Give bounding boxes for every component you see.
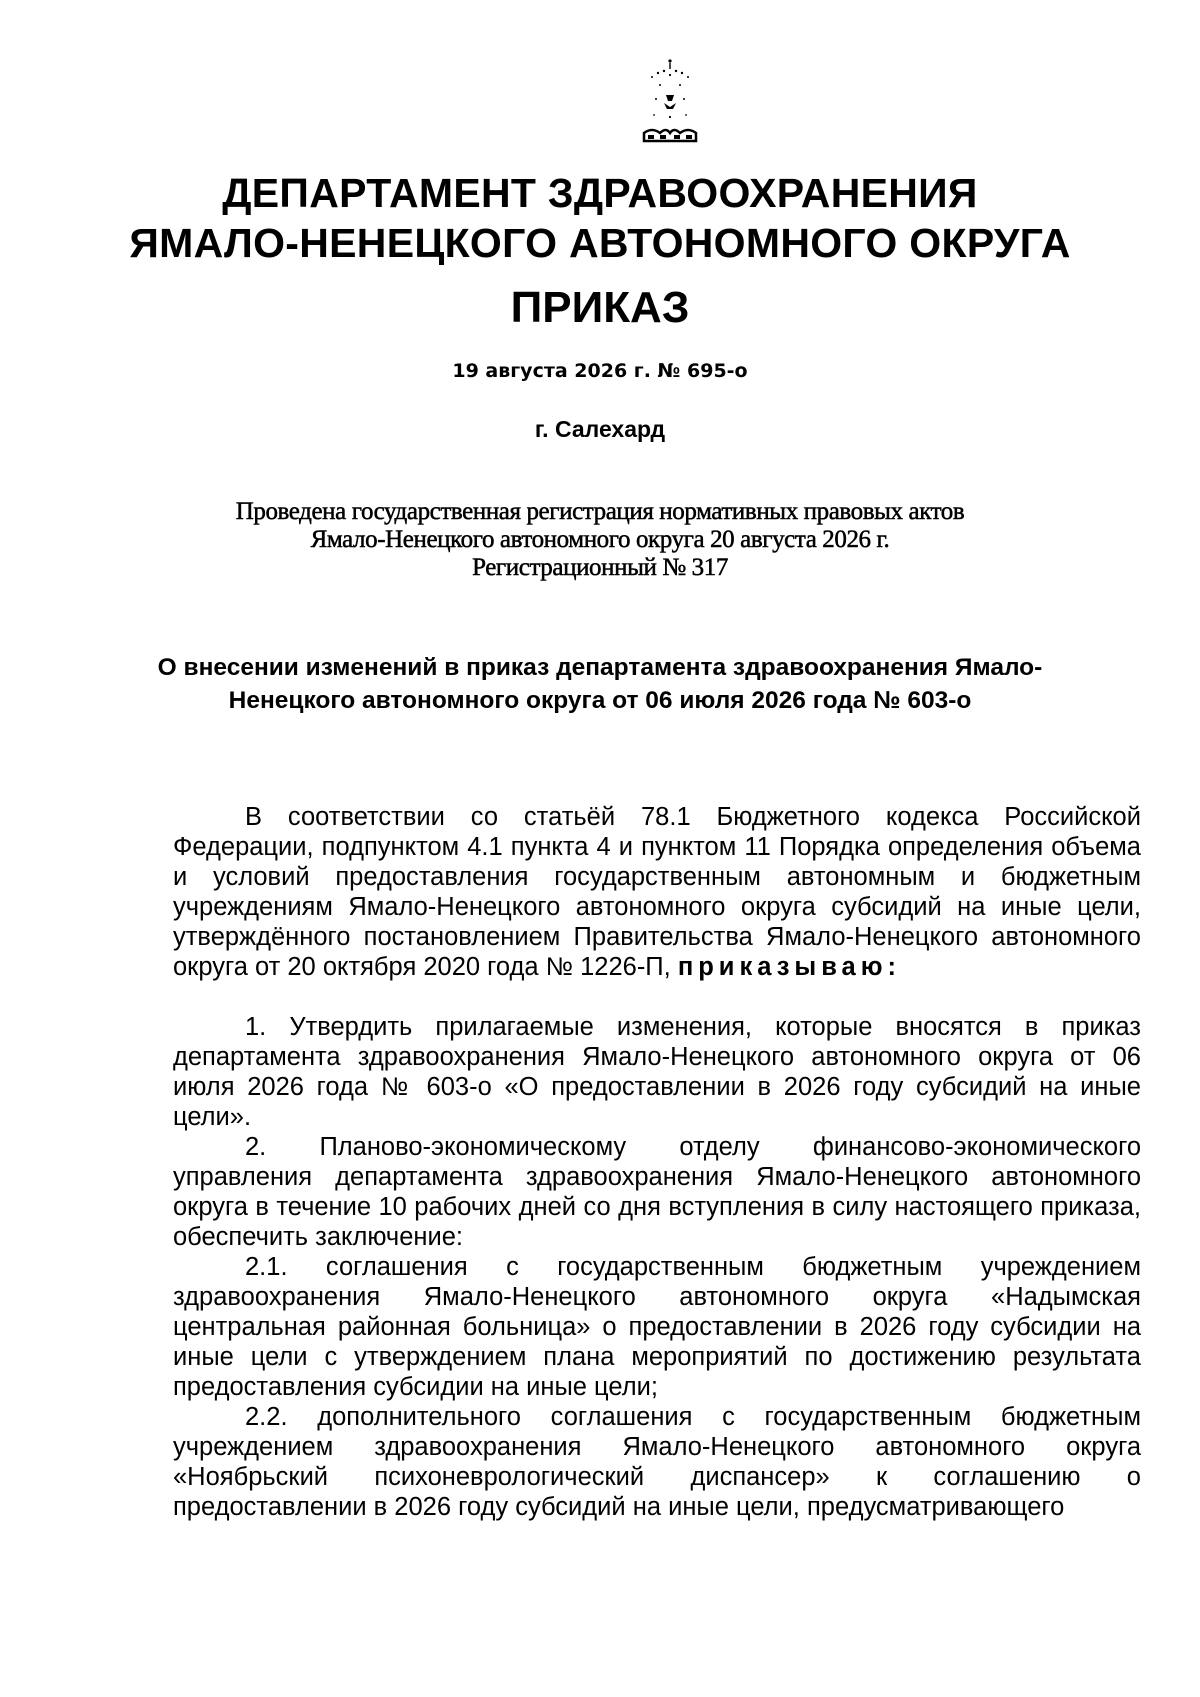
order-subject <box>0 651 1200 717</box>
department-line-2: ЯМАЛО-НЕНЕЦКОГО АВТОНОМНОГО ОКРУГА <box>129 220 1071 266</box>
order-body <box>173 802 1141 1522</box>
item-1-paragraph: 1. Утвердить прилагаемые изменения, которые вносятся в приказ департамента здравоохранения Ямало-Ненецкого автономного округа от 06 июля 2026 года № 603-о «О предоставлении в 2026 году субсидий на иные цели». <box>173 1013 1141 1131</box>
department-line-1: ДЕПАРТАМЕНТ ЗДРАВООХРАНЕНИЯ <box>222 170 978 216</box>
registration-line-1: Проведена государственная регистрация нормативных правовых актов <box>235 498 965 525</box>
order-word: приказываю: <box>677 953 901 981</box>
department-name <box>0 168 1200 268</box>
subject-line-1: О внесении изменений в приказ департамента здравоохранения Ямало- <box>157 654 1043 681</box>
order-city: г. Салехард <box>534 416 666 442</box>
registration-stamp <box>0 498 1200 582</box>
registration-line-2: Ямало-Ненецкого автономного округа 20 августа 2026 г. <box>310 526 890 553</box>
subject-line-2: Ненецкого автономного округа от 06 июля 2026 года № 603-о <box>228 687 972 714</box>
registration-line-3: Регистрационный № 317 <box>472 554 728 581</box>
preamble-paragraph <box>173 802 1141 982</box>
item-2-paragraph: 2. Планово-экономическому отделу финансово-экономического управления департамента здравоохранения Ямало-Ненецкого автономного округа в течение 10 рабочих дней со дня вступления в силу настоящего приказа, обеспечить заключение: <box>173 1133 1141 1251</box>
preamble-text: В соответствии со статьёй 78.1 Бюджетного кодекса Российской Федерации, подпунктом 4.1 пункта 4 и пунктом 11 Порядка определения объема и условий предоставления государственным автономным и бюджетным учреждениям Ямало-Ненецкого автономного округа субсидий на иные цели, утверждённого постановлением Правительства Ямало-Ненецкого автономного округа от 20 октября 2020 года № 1226-П, <box>173 803 1141 981</box>
item-2-2-paragraph: 2.2. дополнительного соглашения с государственным бюджетным учреждением здравоохранения Ямало-Ненецкого автономного округа «Ноябрьский психоневрологический диспансер» к соглашению о предоставлении в 2026 году субсидий на иные цели, предусматривающего <box>173 1403 1141 1521</box>
order-date-number: 19 августа 2026 г. № 695-о <box>452 360 748 382</box>
document-type: ПРИКАЗ <box>510 283 690 332</box>
item-2-1-paragraph: 2.1. соглашения с государственным бюджетным учреждением здравоохранения Ямало-Ненецкого автономного округа «Надымская центральная районная больница» о предоставлении в 2026 году субсидии на иные цели с утверждением плана мероприятий по достижению результата предоставления субсидии на иные цели; <box>173 1253 1141 1401</box>
coat-of-arms-icon <box>630 55 710 160</box>
